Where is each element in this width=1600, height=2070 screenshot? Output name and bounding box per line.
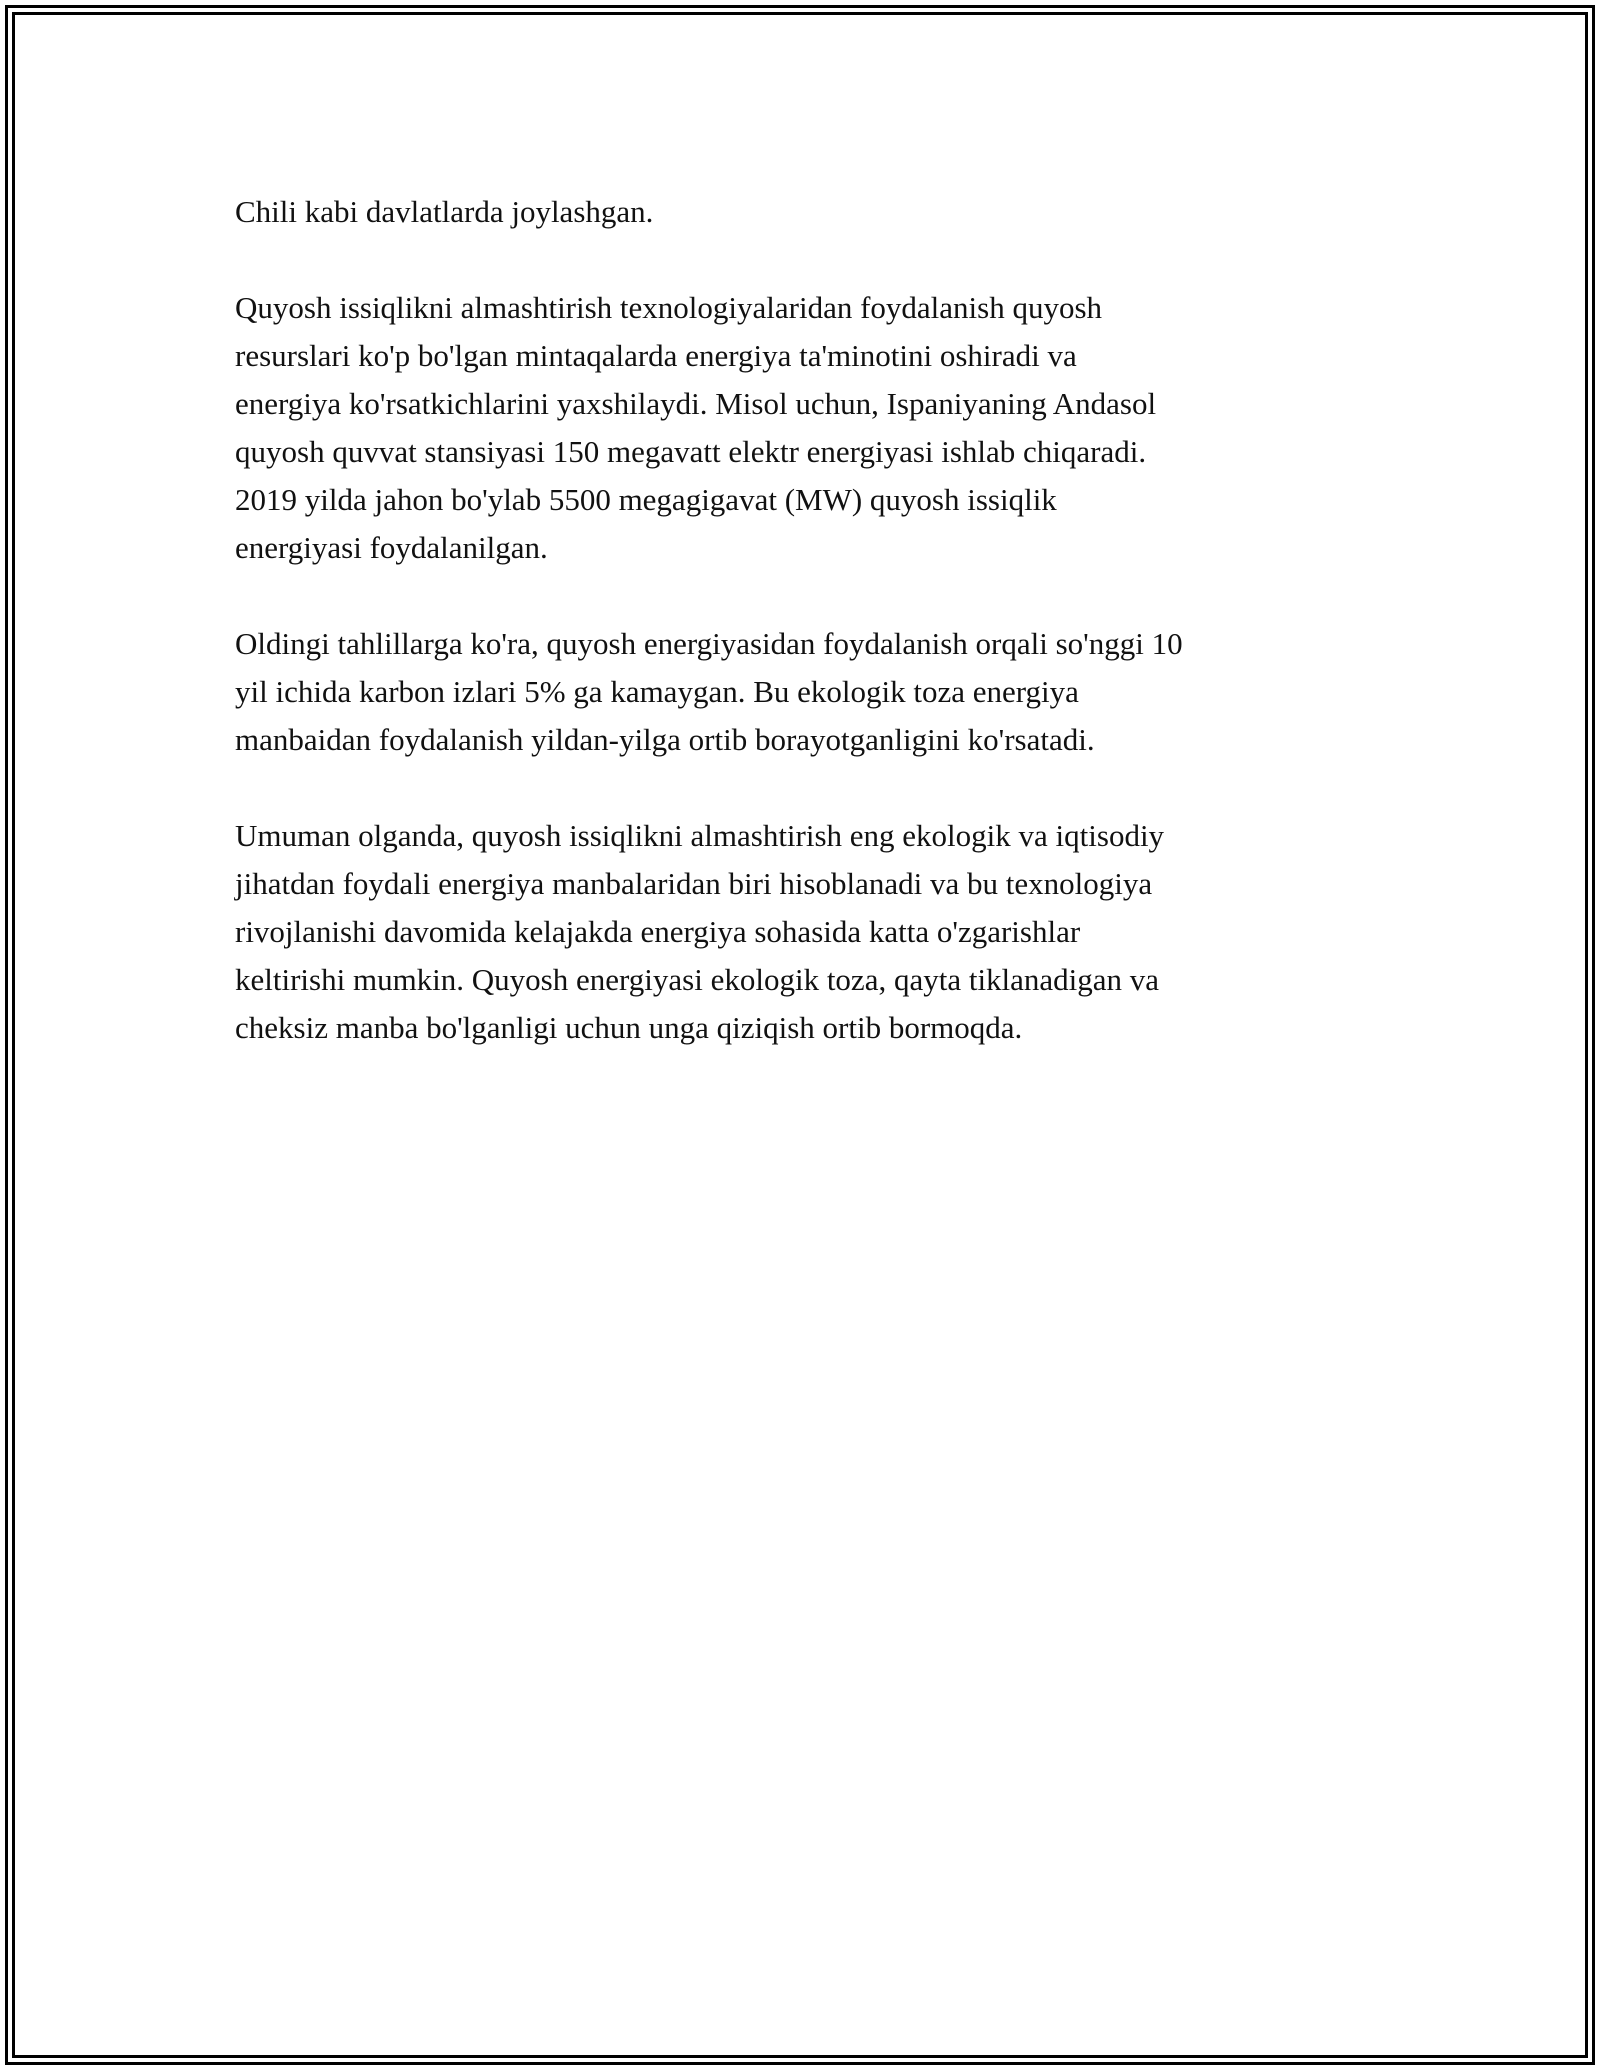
paragraph-carbon-footprint: Oldingi tahlillarga ko'ra, quyosh energiyasidan foydalanish orqali so'nggi 10 yil ichida karbon izlari 5% ga kamaygan. Bu ekologik toza energiya manbaidan foydalanish yildan-yilga ortib borayotganligini ko'rsatadi. <box>235 626 1183 757</box>
paragraph-conclusion: Umuman olganda, quyosh issiqlikni almashtirish eng ekologik va iqtisodiy jihatdan foydali energiya manbalaridan biri hisoblanadi va bu texnologiya rivojlanishi davomida kelajakda energiya sohasida katta o'zgarishlar keltirishi mumkin. Quyosh energiyasi ekologik toza, qayta tiklanadigan va cheksiz manba bo'lganligi uchun unga qiziqish ortib bormoqda. <box>235 818 1165 1045</box>
paragraph-solar-heat-technology: Quyosh issiqlikni almashtirish texnologiyalaridan foydalanish quyosh resurslari ko'p bo'lgan mintaqalarda energiya ta'minotini oshiradi va energiya ko'rsatkichlarini yaxshilaydi. Misol uchun, Ispaniyaning Andasol quyosh quvvat stansiyasi 150 megavatt elektr energiyasi ishlab chiqaradi. 2019 yilda jahon bo'ylab 5500 megagigavat (MW) quyosh issiqlik energiyasi foydalanilgan. <box>235 290 1157 565</box>
document-body <box>235 188 1385 1100</box>
paragraph-continuation: Chili kabi davlatlarda joylashgan. <box>235 194 654 229</box>
